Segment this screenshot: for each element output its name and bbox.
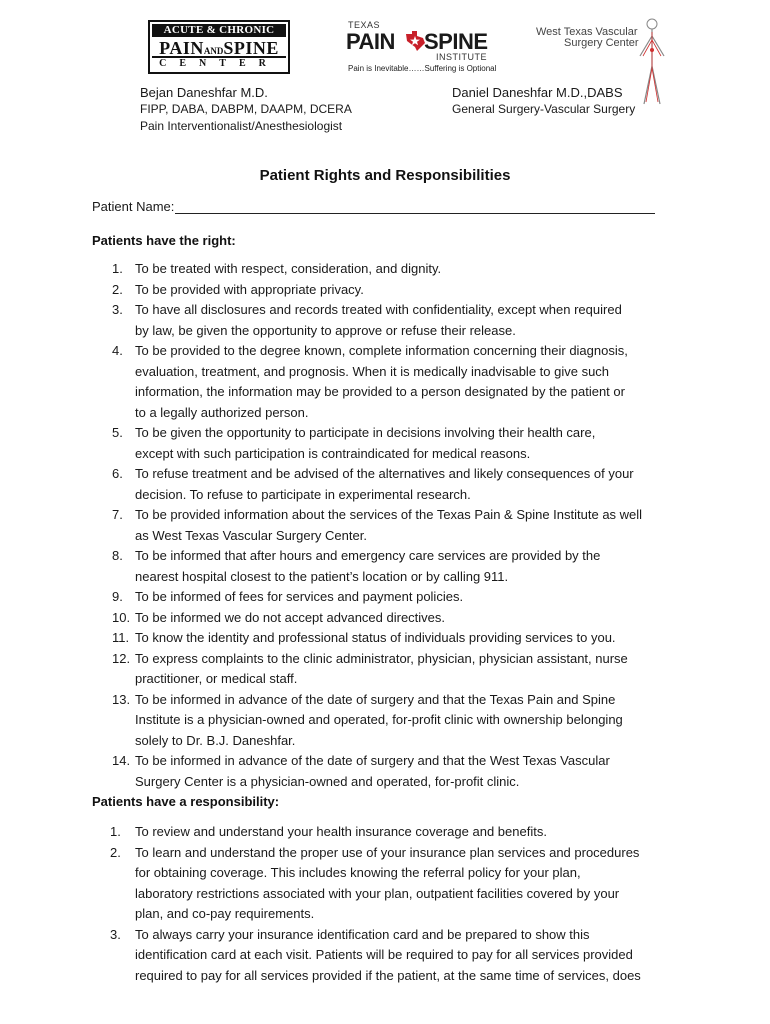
vascular-figure-icon [632, 16, 672, 112]
doctor-left-credentials: FIPP, DABA, DABPM, DAAPM, DCERA [140, 102, 352, 116]
doctor-left-block [140, 84, 352, 135]
right-item-number: 4. [112, 343, 123, 358]
right-item-text-line: To be treated with respect, consideration, and dignity. [135, 261, 442, 276]
right-item-number: 1. [112, 261, 123, 276]
texas-star-icon [404, 30, 426, 52]
right-item [92, 505, 692, 546]
right-item-number: 14. [112, 753, 131, 768]
right-item-text-line: practitioner, or medical staff. [135, 671, 298, 686]
texas-pain-spine-logo [344, 20, 497, 76]
right-item [92, 546, 692, 587]
logo-tps-tagline: Pain is Inevitable……Suffering is Optional [348, 64, 497, 73]
right-item [92, 259, 692, 280]
responsibility-item [92, 925, 692, 987]
right-item-text-line: To express complaints to the clinic administrator, physician, physician assistant, nurse [135, 650, 628, 666]
right-item-text-line: solely to Dr. B.J. Daneshfar. [135, 732, 296, 748]
responsibility-item [92, 843, 692, 925]
right-item-number: 9. [112, 589, 123, 604]
right-item-number: 11. [112, 630, 130, 645]
right-item-text-line: To be informed we do not accept advanced directives. [135, 609, 446, 625]
acute-chronic-logo [148, 20, 290, 74]
right-item-text-line: To be provided information about the services of the Texas Pain & Spine Institute as well [135, 507, 643, 522]
responsibility-item-text-line: for obtaining coverage. This includes knowing the referral policy for your plan, [135, 865, 581, 880]
responsibility-item [92, 822, 692, 843]
patient-name-label: Patient Name: [92, 199, 175, 214]
right-item-text-line: To be provided with appropriate privacy. [135, 281, 364, 297]
responsibility-item-text-line: laboratory restrictions associated with your plan, outpatient facilities covered by your [135, 885, 620, 901]
patient-name-field[interactable] [175, 199, 655, 214]
logo-wtv-line2: Surgery Center [564, 37, 639, 49]
responsibility-item-number: 1. [110, 824, 121, 839]
right-item-number: 6. [112, 466, 123, 481]
responsibility-heading: Patients have a responsibility: [92, 794, 280, 809]
responsibility-item-text-line: To always carry your insurance identification card and be prepared to show this [135, 926, 590, 942]
right-item [92, 608, 692, 629]
right-item-number: 5. [112, 425, 123, 440]
right-item-text-line: to a legally authorized person. [135, 404, 309, 420]
rights-list [92, 259, 692, 792]
right-item [92, 464, 692, 505]
doctor-left-name: Bejan Daneshfar M.D. [140, 85, 268, 100]
right-item [92, 300, 692, 341]
right-item-text-line: To have all disclosures and records treated with confidentiality, except when required [135, 302, 622, 317]
right-item-number: 7. [112, 507, 123, 522]
right-item [92, 423, 692, 464]
right-item [92, 649, 692, 690]
right-item [92, 690, 692, 752]
right-item-text-line: nearest hospital closest to the patient’s location or by calling 911. [135, 568, 509, 584]
right-item-number: 12. [112, 650, 131, 666]
doctor-left-specialty: Pain Interventionalist/Anesthesiologist [140, 119, 343, 133]
logo-tps-spine: SPINE [424, 29, 488, 54]
right-item-text-line: by law, be given the opportunity to approve or refuse their release. [135, 322, 516, 338]
document-title: Patient Rights and Responsibilities [259, 167, 511, 184]
right-item-text-line: To be informed that after hours and emergency care services are provided by the [135, 548, 601, 563]
logo-tps-pain: PAIN [346, 29, 395, 54]
logo-tps-texas: TEXAS [348, 20, 381, 30]
responsibilities-list [92, 822, 692, 986]
right-item [92, 587, 692, 608]
right-item-text-line: To be informed of fees for services and payment policies. [135, 589, 464, 604]
right-item-text-line: To be provided to the degree known, complete information concerning their diagnosis, [135, 343, 628, 358]
right-item-number: 3. [112, 302, 123, 317]
logo-tps-institute: INSTITUTE [436, 52, 487, 62]
responsibility-item-number: 3. [110, 926, 121, 942]
right-item [92, 628, 692, 649]
responsibility-item-text-line: To review and understand your health insurance coverage and benefits. [135, 824, 547, 839]
responsibility-item-text-line: To learn and understand the proper use of your insurance plan services and procedures [135, 844, 640, 860]
right-item-text-line: evaluation, treatment, and prognosis. When it is medically inadvisable to give such [135, 363, 610, 379]
right-item-text-line: information, the information may be provided to a person designated by the patient or [135, 384, 625, 399]
right-item-text-line: To refuse treatment and be advised of the alternatives and likely consequences of your [135, 466, 634, 481]
right-item [92, 280, 692, 301]
right-item-number: 13. [112, 691, 131, 707]
patient-name-row [92, 199, 655, 214]
right-item-number: 10. [112, 609, 131, 625]
logo-acute-line3: CENTER [152, 56, 286, 70]
responsibility-item-text-line: plan, and co-pay requirements. [135, 906, 315, 921]
right-item-text-line: To be informed in advance of the date of surgery and that the West Texas Vascular [135, 753, 610, 768]
right-item-text-line: To be given the opportunity to participate in decisions involving their health care, [135, 425, 596, 440]
responsibility-item-number: 2. [110, 844, 121, 860]
doctor-right-specialty: General Surgery-Vascular Surgery [452, 102, 636, 116]
logo-acute-line1: ACUTE & CHRONIC [152, 24, 286, 37]
rights-heading: Patients have the right: [92, 233, 236, 248]
responsibility-item-text-line: identification card at each visit. Patients will be required to pay for all services provided [135, 947, 633, 962]
right-item-number: 2. [112, 281, 123, 297]
right-item-text-line: Institute is a physician-owned and operated, for-profit clinic with ownership belonging [135, 712, 623, 727]
doctor-right-name: Daniel Daneshfar M.D.,DABS [452, 85, 623, 100]
doctor-right-block [452, 84, 635, 118]
right-item-text-line: as West Texas Vascular Surgery Center. [135, 527, 367, 543]
responsibility-item-text-line: required to pay for all services provided if the patient, at the same time of services, does [135, 967, 641, 983]
logo-wtv-line1: West Texas Vascular [536, 26, 638, 38]
right-item-number: 8. [112, 548, 123, 563]
right-item [92, 341, 692, 423]
right-item-text-line: decision. To refuse to participate in experimental research. [135, 486, 471, 502]
right-item-text-line: To know the identity and professional status of individuals providing services to you. [135, 630, 616, 645]
right-item-text-line: To be informed in advance of the date of surgery and that the Texas Pain and Spine [135, 691, 616, 707]
logo-acute-line2: PAINANDSPINE [159, 38, 279, 58]
right-item [92, 751, 692, 792]
right-item-text-line: except with such participation is contraindicated for medical reasons. [135, 445, 531, 461]
right-item-text-line: Surgery Center is a physician-owned and operated, for-profit clinic. [135, 773, 520, 789]
